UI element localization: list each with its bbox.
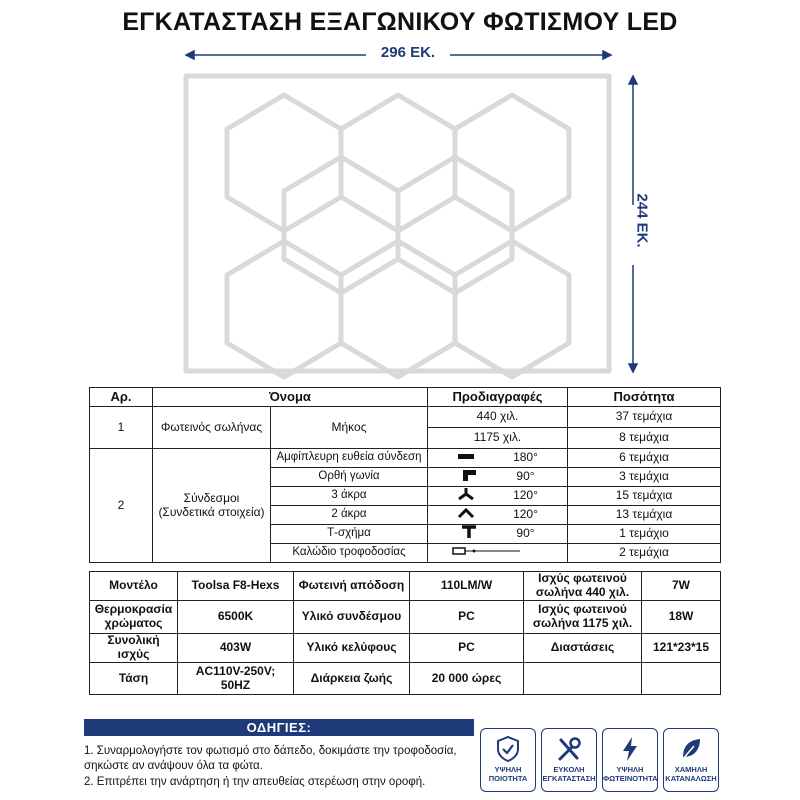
spec-voltage-value: AC110V-250V; 50HZ — [178, 663, 294, 695]
row1-spec-1175: 1175 χιλ. — [428, 428, 568, 449]
spec-power1175-value: 18W — [642, 601, 721, 634]
spec-power440-value: 7W — [642, 572, 721, 601]
spec-lifetime-label: Διάρκεια ζωής — [294, 663, 410, 695]
connector-label: Αμφίπλευρη ευθεία σύνδεση — [271, 449, 428, 468]
connector-label: Τ-σχήμα — [271, 525, 428, 544]
connector-angle: 120° — [513, 488, 538, 503]
connector-qty: 15 τεμάχια — [568, 487, 721, 506]
connector-label: Ορθή γωνία — [271, 468, 428, 487]
instruction-item: 2. Επιτρέπει την ανάρτηση ή την απευθείας στερέωση στην οροφή. — [84, 776, 426, 788]
badge-installation — [541, 728, 597, 792]
spec-dimensions-label: Διαστάσεις — [524, 634, 642, 663]
specifications-table — [89, 571, 721, 695]
three-way-icon — [457, 487, 475, 505]
page-title: ΕΓΚΑΤΑΣΤΑΣΗ ΕΞΑΓΩΝΙΚΟΥ ΦΩΤΙΣΜΟΥ LED — [122, 8, 678, 36]
connector-qty: 1 τεμάχιο — [568, 525, 721, 544]
spec-model-label: Μοντέλο — [90, 572, 178, 601]
badge-label: ΧΑΜΗΛΗ ΚΑΤΑΝΑΛΩΣΗ — [665, 765, 717, 783]
height-label: 244 ΕΚ. — [633, 193, 651, 248]
spec-totalpower-value: 403W — [178, 634, 294, 663]
spec-lifetime-value: 20 000 ώρες — [410, 663, 524, 695]
spec-voltage-label: Τάση — [90, 663, 178, 695]
row1-spec-440: 440 χιλ. — [428, 407, 568, 428]
row2-name: Σύνδεσμοι (Συνδετικά στοιχεία) — [153, 449, 271, 563]
row1-spec-label: Μήκος — [271, 407, 428, 449]
header-qty: Ποσότητα — [568, 388, 721, 407]
connector-qty: 13 τεμάχια — [568, 506, 721, 525]
spec-colortemp-value: 6500K — [178, 601, 294, 634]
connector-qty: 6 τεμάχια — [568, 449, 721, 468]
spec-housing-material-value: PC — [410, 634, 524, 663]
connector-label: Καλώδιο τροφοδοσίας — [271, 544, 428, 563]
instruction-item: 1. Συναρμολογήστε τον φωτισμό στο δάπεδο, δοκιμάστε την τροφοδοσία, σηκώστε αν ανάψουν όλα τα φώτα. — [84, 745, 457, 772]
connector-label: 3 άκρα — [271, 487, 428, 506]
spec-colortemp-label: Θερμοκρασία χρώματος — [90, 601, 178, 634]
components-table — [89, 387, 721, 563]
badge-quality — [480, 728, 536, 792]
t-shape-icon — [460, 525, 478, 543]
spec-efficiency-value: 110LM/W — [410, 572, 524, 601]
connector-angle: 90° — [516, 469, 535, 484]
spec-model-value: Toolsa F8-Hexs — [178, 572, 294, 601]
connector-label: 2 άκρα — [271, 506, 428, 525]
spec-totalpower-label: Συνολική ισχύς — [90, 634, 178, 663]
header-name: Όνομα — [153, 388, 428, 407]
badge-label: ΥΨΗΛΗ ΠΟΙΟΤΗΤΑ — [488, 765, 528, 783]
straight-connector-icon — [457, 451, 475, 465]
row1-no: 1 — [90, 407, 153, 449]
header-no: Αρ. — [90, 388, 153, 407]
row2-no: 2 — [90, 449, 153, 563]
spec-dimensions-value: 121*23*15 — [642, 634, 721, 663]
connector-qty: 2 τεμάχια — [568, 544, 721, 563]
row1-name: Φωτεινός σωλήνας — [153, 407, 271, 449]
row1-qty-1175: 8 τεμάχια — [568, 428, 721, 449]
width-label: 296 ΕΚ. — [380, 44, 436, 61]
spec-power440-label: Ισχύς φωτεινού σωλήνα 440 χιλ. — [524, 572, 642, 601]
instructions-heading: ΟΔΗΓΙΕΣ: — [84, 719, 474, 736]
power-cable-icon — [452, 545, 522, 561]
badge-label: ΥΨΗΛΗ ΦΩΤΕΙΝΟΤΗΤΑ — [603, 765, 658, 783]
two-way-icon — [457, 507, 475, 523]
badge-label: ΕΥΚΟΛΗ ΕΓΚΑΤΑΣΤΑΣΗ — [542, 765, 596, 783]
connector-angle: 120° — [513, 507, 538, 522]
spec-empty-cell — [524, 663, 642, 695]
spec-empty-cell — [642, 663, 721, 695]
connector-angle: 180° — [513, 450, 538, 465]
spec-connector-material-value: PC — [410, 601, 524, 634]
badge-low-consumption — [663, 728, 719, 792]
spec-housing-material-label: Υλικό κελύφους — [294, 634, 410, 663]
row1-qty-440: 37 τεμάχια — [568, 407, 721, 428]
right-angle-icon — [460, 468, 478, 486]
spec-connector-material-label: Υλικό συνδέσμου — [294, 601, 410, 634]
header-specs: Προδιαγραφές — [428, 388, 568, 407]
spec-efficiency-label: Φωτεινή απόδοση — [294, 572, 410, 601]
badge-brightness — [602, 728, 658, 792]
instructions-list — [84, 744, 484, 792]
spec-power1175-label: Ισχύς φωτεινού σωλήνα 1175 χιλ. — [524, 601, 642, 634]
connector-angle: 90° — [516, 526, 535, 541]
connector-qty: 3 τεμάχια — [568, 468, 721, 487]
